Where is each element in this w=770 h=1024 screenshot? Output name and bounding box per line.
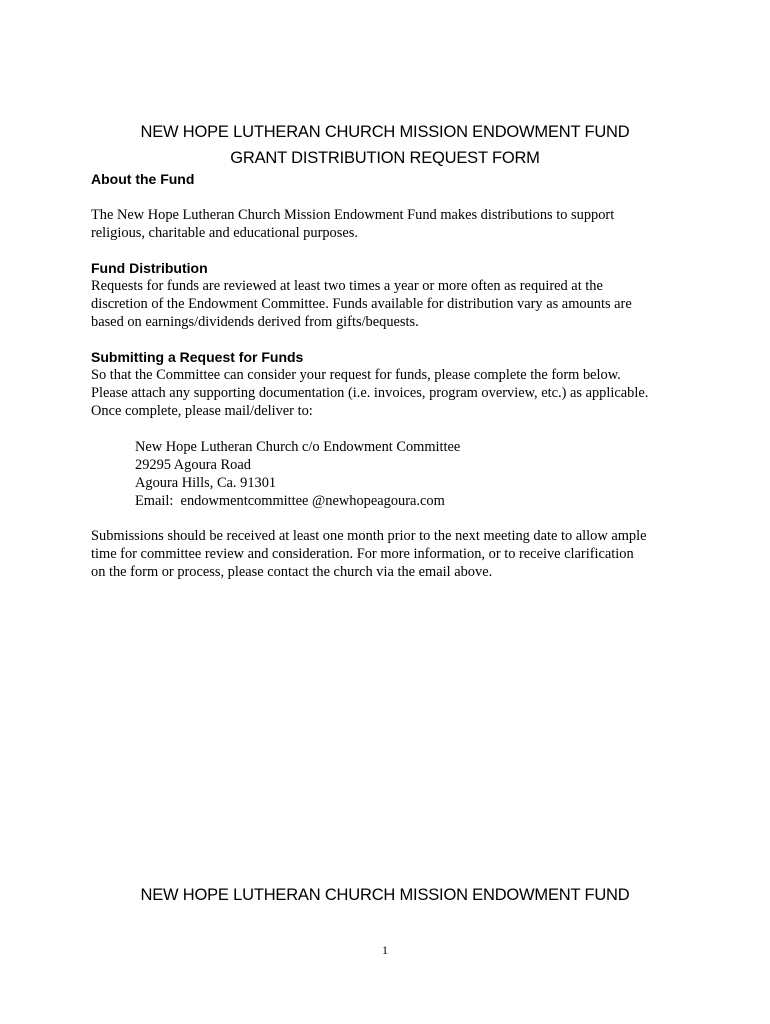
paragraph-line: based on earnings/dividends derived from gifts/bequests. [91,314,419,330]
paragraph-line: religious, charitable and educational purposes. [91,225,358,241]
document-title: NEW HOPE LUTHERAN CHURCH MISSION ENDOWMENT FUND [140,123,630,141]
mailing-address [135,438,460,510]
paragraph-line: The New Hope Lutheran Church Mission Endowment Fund makes distributions to support [91,207,615,223]
document-subtitle: GRANT DISTRIBUTION REQUEST FORM [230,149,540,167]
paragraph-line: time for committee review and consideration. For more information, or to receive clarification [91,546,634,562]
submitting-paragraph [91,366,691,420]
distribution-paragraph [91,277,691,331]
paragraph-line: discretion of the Endowment Committee. Funds available for distribution vary as amounts are [91,296,632,312]
submission-note [91,527,691,581]
address-line: New Hope Lutheran Church c/o Endowment Committee [135,439,461,455]
submitting-heading: Submitting a Request for Funds [91,349,304,365]
about-heading: About the Fund [91,171,195,187]
paragraph-line: on the form or process, please contact the church via the email above. [91,564,493,580]
paragraph-line: Once complete, please mail/deliver to: [91,403,313,419]
footer-title: NEW HOPE LUTHERAN CHURCH MISSION ENDOWMENT FUND [140,886,630,904]
distribution-heading: Fund Distribution [91,260,208,276]
paragraph-line: So that the Committee can consider your request for funds, please complete the form below. [91,367,621,383]
contact-email: Email: endowmentcommittee @newhopeagoura.com [135,493,445,509]
paragraph-line: Requests for funds are reviewed at least two times a year or more often as required at the [91,278,603,294]
paragraph-line: Please attach any supporting documentation (i.e. invoices, program overview, etc.) as applicable. [91,385,649,401]
paragraph-line: Submissions should be received at least one month prior to the next meeting date to allow ample [91,528,647,544]
address-line: Agoura Hills, Ca. 91301 [135,475,277,491]
about-paragraph [91,206,691,242]
page-number: 1 [382,943,388,957]
address-line: 29295 Agoura Road [135,457,251,473]
